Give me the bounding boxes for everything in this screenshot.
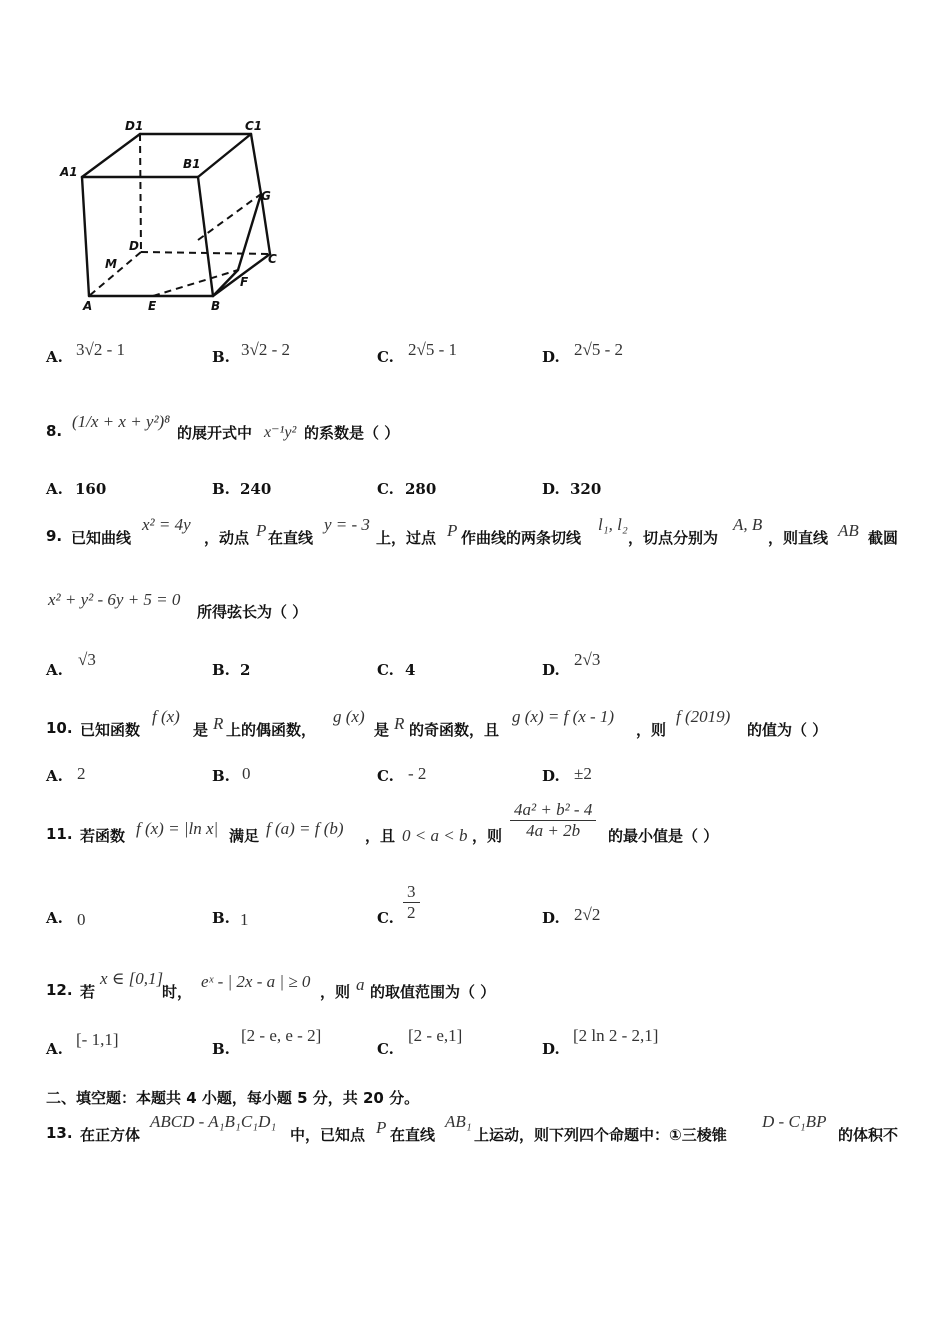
q13-point-p: P <box>376 1118 387 1137</box>
q9-option-c-letter: C. <box>377 661 394 679</box>
q11-fraction-numerator: 4a² + b² - 4 <box>510 800 596 821</box>
q9-text5: 作曲线的两条切线 <box>461 529 582 547</box>
q11-option-d-letter: D. <box>542 909 560 927</box>
q11-option-c-denominator: 2 <box>407 903 416 922</box>
q9-text2: ，动点 <box>204 529 250 547</box>
q7-option-d-letter: D. <box>542 348 560 366</box>
label-B: B <box>211 299 221 313</box>
q9-option-a-letter: A. <box>46 661 63 679</box>
q13-text1: 在正方体 <box>80 1126 141 1144</box>
q9-points-ab: A, B <box>733 515 763 534</box>
q11-option-a-letter: A. <box>46 909 63 927</box>
q12-option-b-letter: B. <box>212 1040 230 1058</box>
q10-text6: ，则 <box>636 721 667 739</box>
q11-text2: 满足 <box>229 827 260 845</box>
label-G: G <box>261 189 271 203</box>
q9-option-d-letter: D. <box>542 661 560 679</box>
q11-option-b-value: 1 <box>240 910 249 929</box>
q11-option-c-numerator: 3 <box>403 882 420 903</box>
q9-text9: 所得弦长为（ ） <box>197 603 308 621</box>
label-C1: C1 <box>245 119 263 133</box>
q11-inequality: 0 < a < b <box>402 826 468 845</box>
q9-text1: 已知曲线 <box>71 529 132 547</box>
q11-option-d-value: 2√2 <box>574 905 601 924</box>
label-D: D <box>129 239 139 253</box>
q13-number: 13. <box>46 1124 73 1142</box>
q8-option-d-value: 320 <box>570 480 602 498</box>
q8-expression: (1/x + x + y²)⁸ <box>72 412 171 431</box>
q8-option-b-letter: B. <box>212 480 230 498</box>
q9-text3: 在直线 <box>268 529 314 547</box>
q7-option-a-value: 3√2 - 1 <box>76 340 125 359</box>
q10-option-c-value: - 2 <box>408 764 427 783</box>
q12-option-d-value: [2 ln 2 - 2,1] <box>573 1026 659 1045</box>
q11-number: 11. <box>46 825 73 843</box>
q8-option-b-value: 240 <box>240 480 272 498</box>
q8-option-a-value: 160 <box>75 480 107 498</box>
label-M: M <box>105 257 117 271</box>
q10-option-d-letter: D. <box>542 767 560 785</box>
q9-point-p: P <box>256 521 267 540</box>
q9-text7: ，则直线 <box>768 529 829 547</box>
label-F: F <box>240 275 249 289</box>
q9-line: y = - 3 <box>324 515 370 534</box>
section-2-title: 二、填空题：本题共 4 小题，每小题 5 分，共 20 分。 <box>46 1089 420 1107</box>
q10-option-d-value: ±2 <box>574 764 592 783</box>
q8-term: x⁻¹y² <box>264 424 297 441</box>
q11-text3: ，且 <box>365 827 396 845</box>
q11-text4: ，则 <box>472 827 503 845</box>
q9-line-ab: AB <box>838 521 859 540</box>
q13-cube: ABCD - A₁B₁C₁D₁ <box>150 1112 277 1131</box>
q9-point-p2: P <box>447 521 458 540</box>
q8-number: 8. <box>46 422 63 440</box>
label-D1: D1 <box>125 119 144 133</box>
label-B1: B1 <box>183 157 201 171</box>
label-E: E <box>148 299 157 313</box>
q13-pyramid: D - C₁BP <box>762 1112 827 1131</box>
q12-text3: ，则 <box>320 983 351 1001</box>
q10-text7: 的值为（ ） <box>747 721 828 739</box>
q7-option-c-letter: C. <box>377 348 394 366</box>
q11-condition: f (a) = f (b) <box>266 819 344 838</box>
q11-option-b-letter: B. <box>212 909 230 927</box>
q12-text2: 时， <box>162 983 193 1001</box>
label-C: C <box>268 252 277 266</box>
q9-text6: ，切点分别为 <box>628 529 719 547</box>
q9-circle: x² + y² - 6y + 5 = 0 <box>48 590 181 609</box>
q10-number: 10. <box>46 719 73 737</box>
q13-text4: 上运动，则下列四个命题中：①三棱锥 <box>474 1126 727 1144</box>
q11-fraction-denominator: 4a + 2b <box>526 821 581 840</box>
q8-option-a-letter: A. <box>46 480 63 498</box>
q9-curve: x² = 4y <box>142 515 191 534</box>
q13-text2: 中，已知点 <box>290 1126 366 1144</box>
q7-option-b-letter: B. <box>212 348 230 366</box>
q10-gx: g (x) <box>333 707 365 726</box>
q11-option-c-fraction <box>403 882 420 923</box>
q10-text5: 的奇函数，且 <box>409 721 500 739</box>
q12-option-d-letter: D. <box>542 1040 560 1058</box>
q10-text3: 上的偶函数， <box>226 721 317 739</box>
q13-text5: 的体积不 <box>838 1126 899 1144</box>
q12-option-c-letter: C. <box>377 1040 394 1058</box>
q10-text4: 是 <box>374 721 390 739</box>
q7-option-c-value: 2√5 - 1 <box>408 340 457 359</box>
q12-number: 12. <box>46 981 73 999</box>
q7-option-d-value: 2√5 - 2 <box>574 340 623 359</box>
q12-text4: 的取值范围为（ ） <box>370 983 496 1001</box>
q9-option-b-letter: B. <box>212 661 230 679</box>
q11-fraction <box>510 800 596 841</box>
q10-relation: g (x) = f (x - 1) <box>512 707 615 726</box>
q11-function: f (x) = |ln x| <box>136 819 219 838</box>
q12-option-a-letter: A. <box>46 1040 63 1058</box>
q9-text8: 截圆 <box>868 529 899 547</box>
q8-text2: 的系数是（ ） <box>304 424 400 442</box>
q7-option-b-value: 3√2 - 2 <box>241 340 290 359</box>
q8-text1: 的展开式中 <box>177 424 253 442</box>
q12-a: a <box>356 975 365 994</box>
q10-option-b-value: 0 <box>242 764 251 783</box>
q11-text5: 的最小值是（ ） <box>608 827 719 845</box>
q12-option-b-value: [2 - e, e - 2] <box>241 1026 322 1045</box>
q10-fx: f (x) <box>152 707 180 726</box>
q9-number: 9. <box>46 527 63 545</box>
q10-f2019: f (2019) <box>676 707 731 726</box>
q12-text1: 若 <box>80 983 96 1001</box>
q9-option-a-value: √3 <box>78 650 96 669</box>
q8-option-c-letter: C. <box>377 480 394 498</box>
q10-text2: 是 <box>193 721 209 739</box>
q10-r1: R <box>213 714 224 733</box>
q11-option-a-value: 0 <box>77 910 86 929</box>
q11-text1: 若函数 <box>80 827 126 845</box>
q12-option-c-value: [2 - e,1] <box>408 1026 463 1045</box>
q10-option-c-letter: C. <box>377 767 394 785</box>
q9-option-c-value: 4 <box>405 661 416 679</box>
q7-option-a-letter: A. <box>46 348 63 366</box>
q10-r2: R <box>394 714 405 733</box>
q9-option-d-value: 2√3 <box>574 650 601 669</box>
q8-option-c-value: 280 <box>405 480 437 498</box>
q13-line: AB₁ <box>445 1112 472 1131</box>
q12-domain: x ∈ [0,1] <box>100 969 164 988</box>
q12-inequality: eˣ - | 2x - a | ≥ 0 <box>201 972 311 991</box>
q8-option-d-letter: D. <box>542 480 560 498</box>
q9-tangents: l₁, l₂ <box>598 515 628 534</box>
q10-text1: 已知函数 <box>80 721 141 739</box>
label-A1: A1 <box>60 165 78 179</box>
q10-option-a-value: 2 <box>77 764 86 783</box>
q10-option-b-letter: B. <box>212 767 230 785</box>
q12-option-a-value: [- 1,1] <box>76 1030 119 1049</box>
cube-figure <box>55 110 295 320</box>
q13-text3: 在直线 <box>390 1126 436 1144</box>
q10-option-a-letter: A. <box>46 767 63 785</box>
q11-option-c-letter: C. <box>377 909 394 927</box>
q9-option-b-value: 2 <box>240 661 251 679</box>
q9-text4: 上，过点 <box>376 529 437 547</box>
label-A: A <box>83 299 93 313</box>
